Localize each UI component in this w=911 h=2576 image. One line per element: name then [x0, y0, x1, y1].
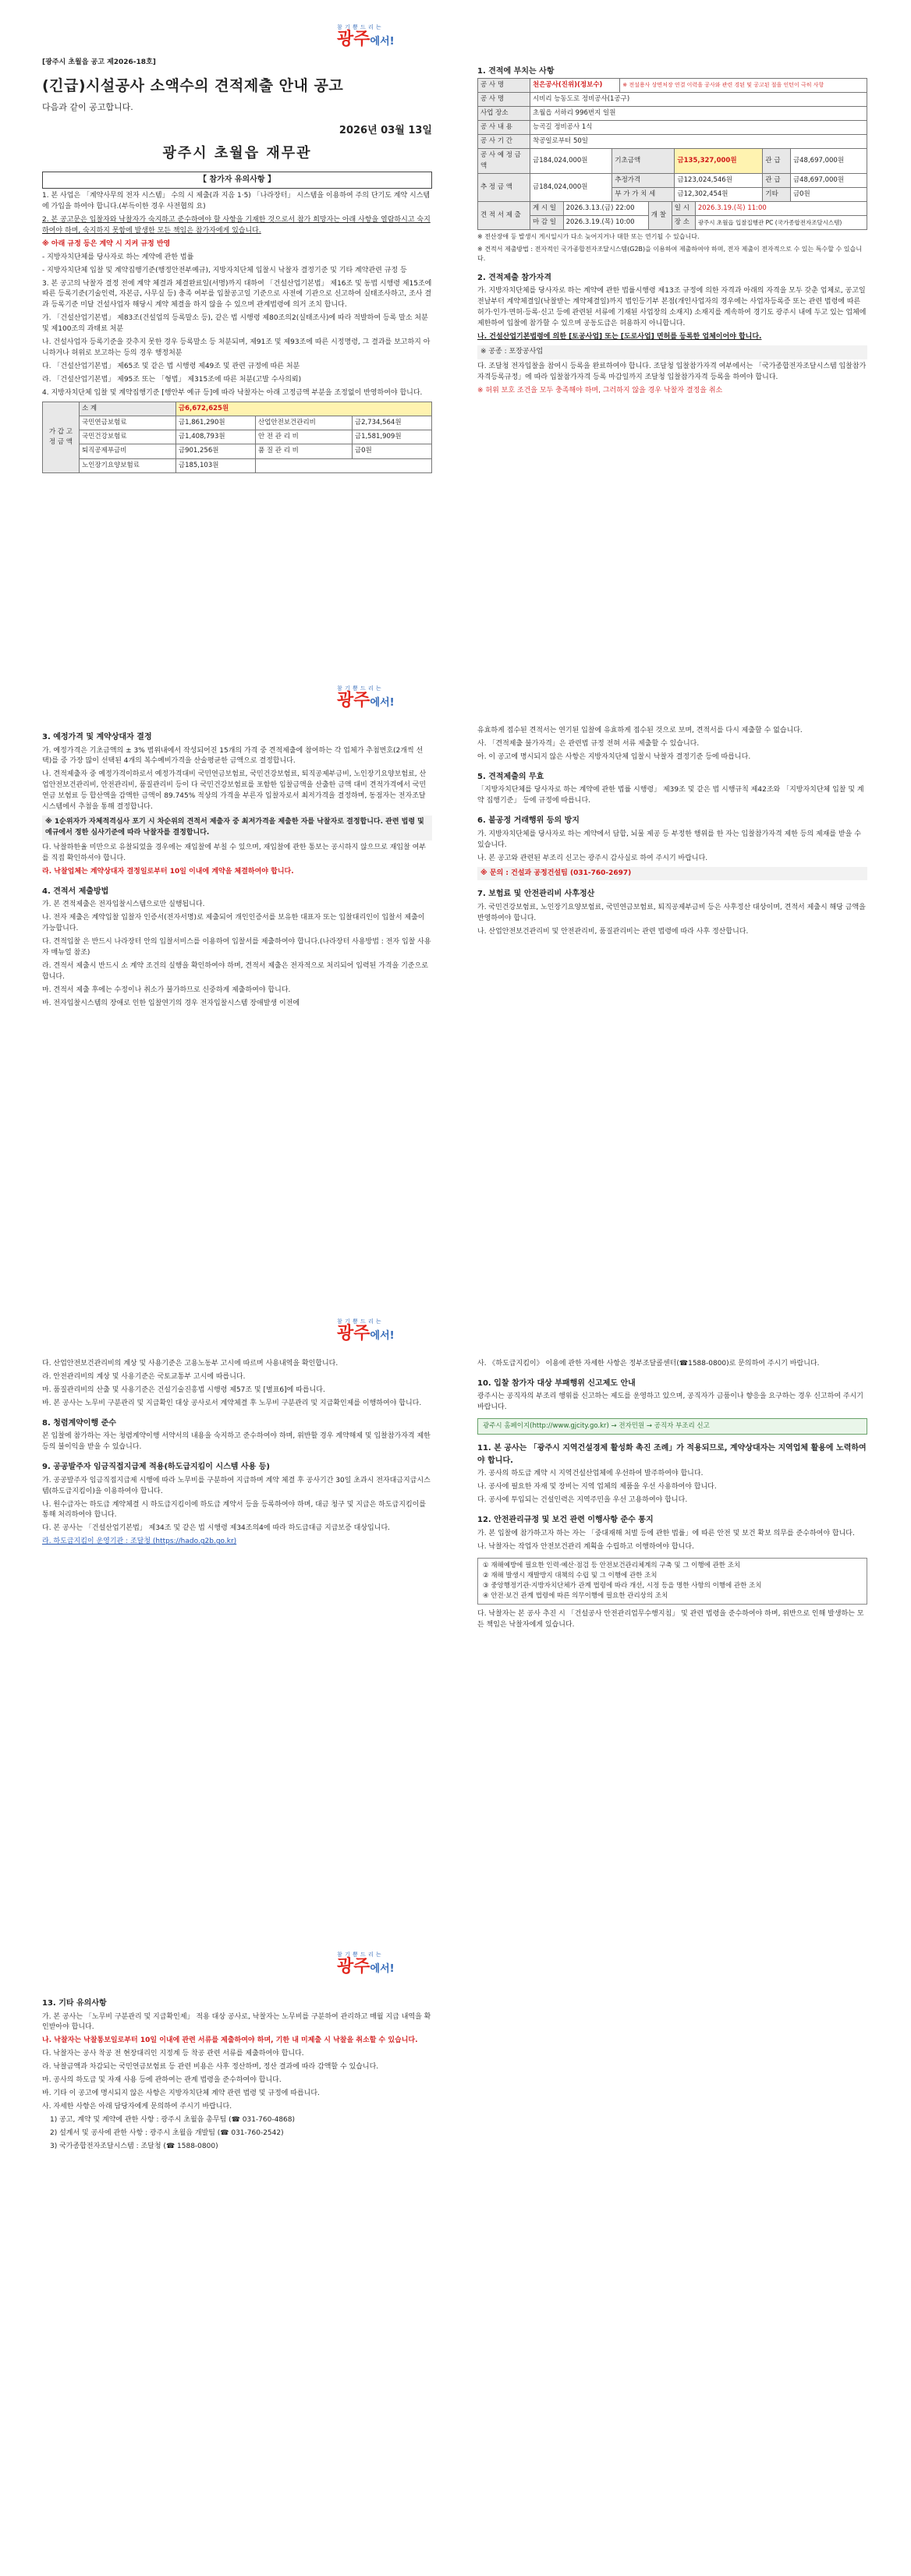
- table-cell: 노인장기요양보험료: [80, 458, 176, 472]
- table-cell: 착공일로부터 50일: [530, 135, 867, 149]
- table-row: [478, 121, 867, 135]
- table-row: [478, 149, 867, 173]
- table-cell: 사업 장소: [478, 106, 530, 120]
- table-cell: 금123,024,546원: [675, 173, 763, 187]
- table-cell: ※ 전설용사 상면처장 연결 이력을 공사와 관련 경된 및 공고된 절을 인턴이 극히 사항: [620, 78, 867, 92]
- table-cell: 금48,697,000원: [790, 149, 867, 173]
- section-13-heading: 13. 기타 유의사항: [42, 1999, 107, 2008]
- section-4-continued: 사. 「견적제출 불가자격」은 관련법 규정 전혀 서류 제출할 수 있습니다.: [477, 739, 700, 748]
- table-row: [478, 202, 867, 216]
- table-cell: 금0원: [352, 444, 431, 458]
- list-item: ③ 중앙행정기관·지방자치단체가 관계 법령에 따라 개선, 시정 등을 명한 사항의 이행에 관한 조치: [483, 1582, 762, 1591]
- section-9-item: 사. 《하도급지킴이》 이용에 관한 자세한 사항은 정부조달콜센터(☎1588-0800)로 문의하여 주시기 바랍니다.: [477, 1360, 820, 1368]
- section-8-text: 본 입찰에 참가하는 자는 청렴계약이행 서약서의 내용을 숙지하고 준수하여야 하며, 위반할 경우 계약해제 및 입찰참가자격 제한 등의 불이익을 받을 수 있습니다.: [42, 1432, 431, 1452]
- table-cell: 추정가격: [612, 173, 675, 187]
- section-13-item: 가. 본 공사는 「노무비 구분관리 및 지급확인제」 적용 대상 공사로, 낙찰자는 노무비를 구분하여 관리하고 매월 지급 내역을 확인받아야 합니다.: [42, 2012, 431, 2032]
- section-9-item: 가. 공공발주자 임금직접지급제 시행에 따라 노무비를 구분하여 지급하며 계약 체결 후 공사기간 30일 초과시 전자대금지급시스템(하도급지킴이)을 이용하여야 합니다.: [42, 1476, 431, 1495]
- table-cell: 금1,861,290원: [175, 416, 255, 430]
- table-cell: 기타: [763, 187, 791, 201]
- section-4-item: 다. 견적입찰 은 반드시 나라장터 안의 입찰서비스를 이용하여 입찰서를 제출하여야 합니다.(나라장터 사용방법 : 전자 입찰 사용자 매뉴얼 참조): [42, 938, 431, 957]
- table-cell: 산업안전보건관리비: [255, 416, 352, 430]
- section-13-item: 라. 낙찰금액과 차감되는 국민연금보험료 등 관련 비용은 사후 정산하며, 정산 결과에 따라 감액할 수 있습니다.: [42, 2063, 379, 2072]
- table-cell: 천은공사(진위)(정보수): [530, 78, 620, 92]
- section-9-heading: 9. 공공발주자 임금직접지급제 적용(하도급지킴이 시스템 사용 등): [42, 1463, 270, 1472]
- section-13-item: 바. 기타 이 공고에 명시되지 않은 사항은 지방자치단체 계약 관련 법령 및 규정에 따릅니다.: [42, 2089, 320, 2098]
- section-6-contact: ※ 문의 : 건설과 공정건설팀 (031-760-2697): [477, 867, 867, 881]
- precaution-3-item: 다. 「건설산업기본법」 제65조 및 같은 법 시행령 제49조 및 관련 규정에 따른 처분: [42, 363, 300, 371]
- table-cell: [255, 458, 431, 472]
- section-12-item: 가. 본 입찰에 참가하고자 하는 자는 「중대재해 처벌 등에 관한 법률」에 따른 안전 및 보건 확보 의무를 준수하여야 합니다.: [477, 1529, 855, 1537]
- table-cell: 공 사 예 정 금 액: [478, 149, 530, 173]
- section-3-item: 라. 낙찰업체는 계약상대자 결정일로부터 10일 이내에 계약을 체결하여야 합니다.: [42, 867, 294, 876]
- table-cell: 공 사 내 용: [478, 121, 530, 135]
- table-cell: 광주시 초월읍 입찰집행관 PC (국가종합전자조달시스템): [695, 216, 867, 230]
- section-4-item: 나. 전자 제출은 계약입찰 입찰자 인증서(전자서명)로 제출되어 개인인증서를 보유한 대표자 또는 입찰대리인이 입찰서 제출이 가능합니다.: [42, 914, 425, 933]
- notice-date: 2026년 03월 13일: [339, 125, 432, 137]
- table-row: [478, 78, 867, 92]
- schedule-note: ※ 견적서 제출방법 : 전자적인 국가종합전자조달시스템(G2B)을 이용하여 제출하여야 하며, 전자 제출이 전자적으로 수 있는 특수할 수 있습니다.: [477, 245, 862, 263]
- section-3-item: 가. 예정가격은 기초금액의 ± 3% 범위내에서 작성되어진 15개의 가격 중 견적제출에 참여하는 각 업체가 추첨번호(2개씩 선택)를 중 가장 많이 선택된 4개의 복수예비가격을 산술평균한 금액으로 결정합니다.: [42, 746, 424, 766]
- schedule-table: [477, 201, 867, 230]
- table-row: [478, 135, 867, 149]
- table-cell: 시비리 능동도로 정비공사(1공구): [530, 92, 867, 106]
- section-6-item: 나. 본 공고와 관련된 부조리 신고는 광주시 감사실로 하여 주시기 바랍니다.: [477, 854, 708, 862]
- section-12-heading: 12. 안전관리규정 및 보건 관련 이행사항 준수 통지: [477, 1516, 654, 1525]
- budget-table: [477, 148, 867, 202]
- notice-title: (긴급)시설공사 소액수의 견적제출 안내 공고: [42, 76, 344, 94]
- city-logo: 참 기 쁨 드 리 는 광주에서!: [337, 1318, 395, 1343]
- table-cell: 공 사 명: [478, 78, 530, 92]
- table-cell: 금48,697,000원: [790, 173, 867, 187]
- table-cell: 금12,302,454원: [675, 187, 763, 201]
- section-4-continued: 유효하게 접수된 견적서는 연기된 입찰에 유효하게 접수된 것으로 보며, 견적서를 다시 제출할 수 없습니다.: [477, 727, 803, 734]
- section-3-item: 다. 낙찰하한율 미만으로 유찰되었을 경우에는 재입찰에 부칠 수 있으며, 재입찰에 관한 통보는 공시하지 않으므로 재입찰 여부를 직접 확인하셔야 합니다.: [42, 844, 427, 862]
- section-7-heading: 7. 보험료 및 안전관리비 사후정산: [477, 890, 595, 899]
- section-3-item: 나. 견적제출자 중 예정가격이하로서 예정가격대비 국민연금보험료, 국민건강보험료, 퇴직공제부금비, 노인장기요양보험료, 산업안전보건관리비, 안전관리비, 품질관리비 등이 다 국민건강보험료를 포함한 입찰금액을 산출한 금액 대비 견적가격에서 국민연금 보험료 등 합산액을 감액한 금액이 89.745% 적상의 가격을 부른자 입찰자로서 최저가격을 결정하며, 동점자는 전자조달시스템에서 추첨을 통해 결정합니다.: [42, 770, 427, 812]
- section-7-item: 바. 본 공사는 노무비 구분관리 및 지급확인 대상 공사로서 계약체결 후 노무비 구분관리 및 지급확인제를 이행하여야 합니다.: [42, 1399, 422, 1407]
- precaution-3: 3. 본 공고의 낙찰자 결정 전에 계약 체결과 체결완료일(서명)까지 대하여 「건설산업기본법」 제16조 및 동법 시행령 제15조에 따른 등록기준(기술인력, 자본금, 사무실 등) 충족 여부를 입찰공고일 기준으로 사전에 기관으로 신고하여 실태조사하고, 조사 결과 등록기준 미달 건설사업자 해당시 계약 체결을 하지 않을 수 있으며 관계법령에 의거 조치 합니다.: [42, 279, 432, 310]
- contact-item: 1) 공고, 계약 및 계약에 관한 사항 : 광주시 초월읍 총무팀 (☎ 031-760-4868): [50, 2116, 296, 2124]
- table-cell: 금184,024,000원: [530, 149, 612, 173]
- list-item: ① 재해예방에 필요한 인력·예산·점검 등 안전보건관리체계의 구축 및 그 이행에 관한 조치: [483, 1561, 741, 1569]
- city-logo: 참 기 쁨 드 리 는 광주에서!: [337, 685, 395, 710]
- notice-intro: 다음과 같이 공고합니다.: [42, 102, 133, 113]
- notice-number: [광주시 초월읍 공고 제2026-18호]: [42, 58, 156, 66]
- precaution-2-item: - 지방자치단체 입찰 및 계약집행기준(행정안전부예규), 지방자치단체 입찰시 낙찰자 결정기준 및 기타 계약관련 규정 등: [42, 266, 407, 274]
- table-cell: 2026.3.19.(목) 10:00: [563, 216, 648, 230]
- page3-right-column: [477, 1357, 867, 1633]
- precaution-3-item: 라. 「건설산업기본법」 제95조 또는 「형법」 제315조에 따른 처분(고발 수사의뢰): [42, 376, 302, 384]
- section-11-heading: 11. 본 공사는 「광주시 지역건설경제 활성화 촉진 조례」가 적용되므로, 계약상대자는 지역업체 활용에 노력하여야 합니다.: [477, 1444, 867, 1465]
- table-row: [43, 416, 432, 430]
- section-13-item: 다. 낙찰자는 공사 착공 전 현장대리인 지정계 등 착공 관련 서류를 제출하여야 합니다.: [42, 2050, 304, 2058]
- section-13-item: 사. 자세한 사항은 아래 담당자에게 문의하여 주시기 바랍니다.: [42, 2103, 232, 2111]
- section-6-heading: 6. 불공정 거래행위 등의 방지: [477, 816, 580, 826]
- city-logo: 참 기 쁨 드 리 는 광주에서!: [337, 24, 395, 49]
- section-7-item: 라. 안전관리비의 계상 및 사용기준은 국토교통부 고시에 따릅니다.: [42, 1372, 246, 1381]
- section-4-item: 마. 견적서 제출 후에는 수정이나 취소가 불가하므로 신중하게 제출하여야 합니다.: [42, 985, 291, 994]
- table-row: [478, 106, 867, 120]
- section-1-heading: 1. 견적에 부치는 사항: [477, 67, 555, 76]
- section-4-continued: 아. 이 공고에 명시되지 않은 사항은 지방자치단체 입찰시 낙찰자 결정기준 등에 따릅니다.: [477, 752, 751, 761]
- table-cell: 금135,327,000원: [675, 149, 763, 173]
- section-10-heading: 10. 입찰 참가자 대상 부패행위 신고제도 안내: [477, 1378, 636, 1388]
- precaution-3-item: 가. 「건설산업기본법」 제83조(건설업의 등록말소 등), 같은 법 시행령 제80조의2(실태조사)에 따라 적발하여 등록 말소 처분 및 제100조의 과태료 처분: [42, 314, 428, 334]
- table-cell: 2026.3.13.(금) 22:00: [563, 202, 648, 216]
- contact-item: 3) 국가종합전자조달시스템 : 조달청 (☎ 1588-0800): [50, 2142, 218, 2150]
- page2-right-column: [477, 724, 867, 940]
- hado-link[interactable]: 라. 하도급지킴이 운영기관 : 조달청 (https://hado.g2b.go.kr): [42, 1537, 237, 1546]
- contacts-list: [50, 2115, 432, 2153]
- list-item: ② 재해 발생시 재발방지 대책의 수립 및 그 이행에 관한 조치: [483, 1571, 658, 1580]
- section-5-text: 「지방자치단체를 당사자로 하는 계약에 관한 법률 시행령」 제39조 및 같은 법 시행규칙 제42조와 「지방자치단체 입찰 및 계약 집행기준」 등에 규정에 따릅니다.: [477, 786, 864, 805]
- section-9-item: 다. 본 공사는 「건설산업기본법」 제34조 및 같은 법 시행령 제34조의4에 따라 하도급대금 지급보증 대상입니다.: [42, 1524, 390, 1533]
- section-13-item: 마. 공사의 하도급 및 자재 사용 등에 관하여는 관계 법령을 준수하여야 합니다.: [42, 2076, 282, 2085]
- section-4-item: 가. 본 견적제출은 전자입찰시스템으로만 실행됩니다.: [42, 901, 205, 909]
- contact-item: 2) 설계서 및 공사에 관한 사항 : 광주시 초월읍 개발팀 (☎ 031-760-2542): [50, 2128, 284, 2137]
- table-row: [478, 92, 867, 106]
- precautions-heading: 【 참가자 유의사항 】: [42, 172, 432, 189]
- section-2-item: ※ 허위 보호 조건을 모두 충족해야 하며, 그러하지 않을 경우 낙찰자 결정을 취소: [477, 386, 723, 395]
- section-12-item: 다. 낙찰자는 본 공사 추진 시 「건설공사 안전관리업무수행지침」 및 관련 법령을 준수하여야 하며, 위반으로 인해 발생하는 모든 책임은 낙찰자에게 있습니다.: [477, 1610, 864, 1629]
- logo-text: 광주: [337, 30, 370, 49]
- table-cell: 마 감 일: [530, 216, 564, 230]
- page3-left-column: [42, 1357, 432, 1550]
- table-cell: 견 적 서 제 출: [478, 202, 530, 230]
- section-7-item: 다. 산업안전보건관리비의 계상 및 사용기준은 고용노동부 고시에 따르며 사용내역을 확인합니다.: [42, 1360, 339, 1368]
- section-2-heading: 2. 견적제출 참가자격: [477, 273, 551, 282]
- section-11-item: 가. 공사의 하도급 계약 시 지역건설산업체에 우선하여 발주하여야 합니다.: [477, 1470, 704, 1478]
- table-cell: 능곡길 정비공사 1식: [530, 121, 867, 135]
- section-12-item: 나. 낙찰자는 작업자 안전보건관리 계획을 수립하고 이행하여야 합니다.: [477, 1542, 694, 1551]
- table-cell: 품 질 관 리 비: [255, 444, 352, 458]
- precaution-4: 4. 지방자치단체 입찰 및 계약집행기준 [행안부 예규 등]에 따라 낙찰자는 아래 고정금액 부분을 조정없이 반영하여야 합니다.: [42, 388, 423, 397]
- table-cell: 금6,672,625원: [175, 402, 431, 416]
- page1-left-column: [42, 58, 432, 473]
- table-cell: 국민연금보험료: [80, 416, 176, 430]
- section-9-item: 나. 원수급자는 하도급 계약체결 시 하도급지킴이에 하도급 계약서 등을 등록하여야 하며, 대금 청구 및 지급은 하도급지킴이를 통해 처리하여야 합니다.: [42, 1500, 427, 1520]
- schedule-note: ※ 전산장애 등 발생시 게시일시가 다소 늦어지거나 대한 또는 연기될 수 있습니다.: [477, 233, 700, 241]
- section-2-item: 다. 조달청 전자입찰을 참여시 등록을 완료하여야 합니다. 조달청 입찰참가자격 여부에서는 「국가종합전자조달시스템 입찰참가자격등록규정」에 따라 입찰참가자격 등록 마감일까지 조달청 입찰참가자격 등록을 하여야 합니다.: [477, 362, 867, 381]
- notice-issuer: 광주시 초월읍 재무관: [162, 144, 312, 161]
- table-cell: 금185,103원: [175, 458, 255, 472]
- table-cell: 금1,408,793원: [175, 430, 255, 444]
- table-row: [43, 402, 432, 416]
- table-cell: 게 시 일: [530, 202, 564, 216]
- table-cell: 2026.3.19.(목) 11:00: [695, 202, 867, 216]
- bid-info-table: [477, 78, 867, 150]
- section-2-item: 가. 지방자치단체를 당사자로 하는 계약에 관한 법률시행령 제13조 규정에 의한 자격과 아래의 자격을 모두 갖춘 업체로, 공고일 전날부터 계약체결일(낙찰받는 계약체결일)까지 법인등기부 본점(개인사업자의 경우에는 사업자등록증 또는 관련 법령에 따른 허가·인가·면허·등록·신고 등에 관련된 서류에 기재된 사업장의 소재지) 소재지를 계속하여 경기도 광주시 내에 두고 있는 업체에 제한하여 입찰에 참가할 수 있으며 공동도급은 허용하지 아니합니다.: [477, 287, 867, 327]
- section-4-item: 바. 전자입찰시스템의 장애로 인한 입찰연기의 경우 전자입찰시스템 장애발생 이전에: [42, 999, 300, 1007]
- section-8-heading: 8. 청렴계약이행 준수: [42, 1418, 116, 1428]
- section-10-text: 광주시는 공직자의 부조리 행위를 신고하는 제도를 운영하고 있으며, 공직자가 금품이나 향응을 요구하는 경우 신고하여 주시기 바랍니다.: [477, 1392, 864, 1412]
- section-7-item: 마. 품질관리비의 산출 및 사용기준은 건설기술진흥법 시행령 제57조 및 [별표6]에 따릅니다.: [42, 1385, 325, 1394]
- table-cell: 추 정 금 액: [478, 173, 530, 201]
- table-cell: 금2,734,564원: [352, 416, 431, 430]
- section-11-item: 나. 공사에 필요한 자재 및 장비는 지역 업체의 제품을 우선 사용하여야 합니다.: [477, 1483, 717, 1491]
- fixed-amount-label: 가 갑 고 정 금 액: [43, 402, 80, 472]
- section-2-item: ※ 공종 : 포장공사업: [477, 345, 867, 359]
- precaution-2: 2. 본 공고문은 입찰자와 낙찰자가 숙지하고 준수하여야 할 사항을 기재한 것으로서 참가 희망자는 아래 사항을 열람하시고 숙지하여야 하며, 숙지하지 못함에 발생한 모든 책임은 참가자에게 있습니다.: [42, 215, 431, 235]
- section-5-heading: 5. 견적제출의 무효: [477, 772, 544, 781]
- page4-left-column: [42, 1990, 432, 2155]
- precaution-3-item: 나. 건설사업자 등록기준을 갖추지 못한 경우 등록말소 등 처분되며, 제91조 및 제93조에 따른 시정명령, 그 결과를 보고하지 아니하거나 허위로 보고하는 등의 경우 행정처분: [42, 338, 431, 358]
- section-3-heading: 3. 예정가격 및 계약상대자 결정: [42, 733, 152, 741]
- report-path-box: 광주시 홈페이지(http://www.gjcity.go.kr) → 전자민원 → 공직자 부조리 신고: [477, 1418, 867, 1435]
- section-4-heading: 4. 견적서 제출방법: [42, 886, 109, 896]
- table-cell: 장 소: [672, 216, 695, 230]
- precaution-1: 1. 본 사업은 「계약사무의 전자 시스템」 수의 시 제출(과 지음 1·5) 「나라장터」 시스템을 이용하여 주의 단기도 계약 시스템에 가입을 하여야 합니다.(부득이한 경우 사전협의 요): [42, 191, 431, 211]
- table-cell: 기초금액: [612, 149, 675, 173]
- table-row: [43, 458, 432, 472]
- table-cell: 퇴직공제부금비: [80, 444, 176, 458]
- table-row: [478, 173, 867, 187]
- section-2-item: 나. 건설산업기본법령에 의한 [토공사업] 또는 [도로사업] 면허를 등록한 업체이어야 합니다.: [477, 332, 762, 341]
- table-row: [478, 216, 867, 230]
- fixed-amount-table: [42, 402, 432, 473]
- section-13-item: 나. 낙찰자는 낙찰통보일로부터 10일 이내에 관련 서류를 제출하여야 하며, 기한 내 미제출 시 낙찰을 취소할 수 있습니다.: [42, 2036, 418, 2045]
- section-7-item: 가. 국민건강보험료, 노인장기요양보험료, 국민연금보험료, 퇴직공제부금비 등은 사후정산 대상이며, 견적서 제출시 해당 금액을 반영하여야 합니다.: [477, 903, 866, 922]
- table-cell: 금0원: [790, 187, 867, 201]
- table-cell: 금1,581,909원: [352, 430, 431, 444]
- table-cell: 일 시: [672, 202, 695, 216]
- section-6-item: 가. 지방자치단체를 당사자로 하는 계약에서 담합, 뇌물 제공 등 부정한 행위를 한 자는 입찰참가자격 제한 등의 제재를 받을 수 있습니다.: [477, 830, 861, 849]
- list-item: ④ 안전·보건 관계 법령에 따른 의무이행에 필요한 관리상의 조치: [483, 1592, 668, 1601]
- table-cell: 공 사 명: [478, 92, 530, 106]
- section-4-item: 라. 견적서 제출시 반드시 소 계약 조건의 실행을 확인하여야 하며, 견적서 제출은 전자적으로 처리되어 입력된 가격을 기준으로 합니다.: [42, 962, 428, 981]
- table-row: [43, 430, 432, 444]
- city-logo: 참 기 쁨 드 리 는 광주에서!: [337, 1951, 395, 1976]
- table-cell: 공 사 기 간: [478, 135, 530, 149]
- section-7-item: 나. 산업안전보건관리비 및 안전관리비, 품질관리비는 관련 법령에 따라 사후 정산합니다.: [477, 927, 749, 936]
- table-cell: 개 찰: [648, 202, 672, 230]
- table-row: [43, 444, 432, 458]
- precaution-2-item: - 지방자치단체를 당사자로 하는 계약에 관한 법률: [42, 253, 194, 261]
- table-cell: 금901,256원: [175, 444, 255, 458]
- section-3-item: ※ 1순위자가 자체적격심사 포기 시 차순위의 견적서 제출자 중 최저가격을 제출한 자를 낙찰자로 결정합니다. 관련 법령 및 예규에서 정한 심사기준에 따라 낙찰자를 결정합니다.: [42, 816, 432, 840]
- safety-obligations-box: [477, 1558, 867, 1605]
- table-cell: 관 급: [763, 173, 791, 187]
- section-11-item: 다. 공사에 투입되는 건설인력은 지역주민을 우선 고용하여야 합니다.: [477, 1496, 688, 1505]
- table-cell: 안 전 관 리 비: [255, 430, 352, 444]
- page1-right-column: [477, 58, 867, 399]
- page2-left-column: [42, 724, 432, 1012]
- table-cell: 국민건강보험료: [80, 430, 176, 444]
- table-cell: 금184,024,000원: [530, 173, 612, 201]
- table-cell: 부 가 가 치 세: [612, 187, 675, 201]
- table-cell: 소 계: [80, 402, 176, 416]
- precaution-2-note: ※ 아래 규정 등은 계약 시 지켜 규정 반영: [42, 239, 171, 248]
- table-cell: 초월읍 서하리 996번지 일원: [530, 106, 867, 120]
- table-cell: 관 급: [763, 149, 791, 173]
